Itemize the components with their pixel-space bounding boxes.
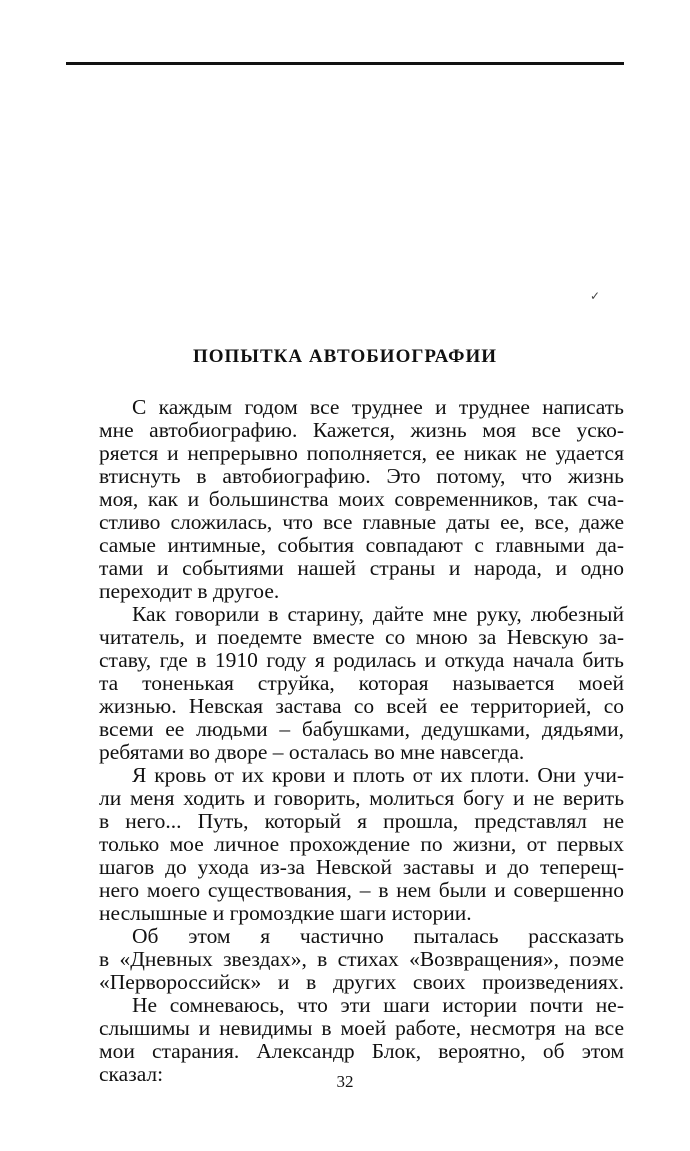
text-line: него моего существования, – в нем были и совершенно: [99, 878, 624, 902]
text-line: ребятами во дворе – осталась во мне навсегда.: [99, 740, 525, 764]
text-line: неслышные и громоздкие шаги истории.: [99, 901, 472, 925]
text-line: читатель, и поедемте вместе со мною за Невскую за-: [99, 625, 624, 649]
text-line: тами и событиями нашей страны и народа, и одно: [99, 556, 624, 580]
body-text: [66, 396, 624, 1086]
paragraph-2: [66, 603, 624, 764]
text-line: мои старания. Александр Блок, вероятно, об этом: [99, 1039, 624, 1063]
page-number: 32: [336, 1072, 354, 1091]
text-line: Об этом я частично пыталась рассказать: [132, 924, 624, 948]
paragraph-4: [66, 925, 624, 994]
text-line: сказал:: [99, 1062, 164, 1086]
text-line: Я кровь от их крови и плоть от их плоти. Они учи-: [132, 763, 624, 787]
text-line: в «Дневных звездах», в стихах «Возвращения», поэме: [99, 947, 624, 971]
text-line: та тоненькая струйка, которая называется моей: [99, 671, 624, 695]
text-line: только мое личное прохождение по жизни, от первых: [99, 832, 624, 856]
text-line: слышимы и невидимы в моей работе, несмотря на все: [99, 1016, 624, 1040]
text-line: мне автобиографию. Кажется, жизнь моя все уско-: [99, 418, 624, 442]
text-line: ряется и непрерывно пополняется, ее никак не удается: [99, 441, 624, 465]
text-line: жизнью. Невская застава со всей ее территорией, со: [99, 694, 624, 718]
page-title: ПОПЫТКА АВТОБИОГРАФИИ: [192, 346, 498, 367]
text-line: Как говорили в старину, дайте мне руку, любезный: [132, 602, 624, 626]
text-line: С каждым годом все труднее и труднее написать: [132, 395, 624, 419]
text-line: в него... Путь, который я прошла, представлял не: [99, 809, 624, 833]
text-line: Не сомневаюсь, что эти шаги истории почти не-: [132, 993, 624, 1017]
stray-mark: ✓: [590, 289, 601, 303]
text-line: ставу, где в 1910 году я родилась и откуда начала бить: [99, 648, 624, 672]
paragraph-1: [66, 396, 624, 603]
text-line: «Первороссийск» и в других своих произведениях.: [99, 970, 624, 994]
text-line: стливо сложилась, что все главные даты ее, все, даже: [99, 510, 624, 534]
top-rule: [66, 62, 624, 65]
paragraph-3: [66, 764, 624, 925]
text-line: самые интимные, события совпадают с главными да-: [99, 533, 624, 557]
text-line: шагов до ухода из-за Невской заставы и до теперещ-: [99, 855, 624, 879]
text-line: всеми ее людьми – бабушками, дедушками, дядьями,: [99, 717, 624, 741]
text-line: переходит в другое.: [99, 579, 280, 603]
text-line: втиснуть в автобиографию. Это потому, что жизнь: [99, 464, 624, 488]
text-line: ли меня ходить и говорить, молиться богу и не верить: [99, 786, 624, 810]
text-line: моя, как и большинства моих современников, так сча-: [99, 487, 624, 511]
